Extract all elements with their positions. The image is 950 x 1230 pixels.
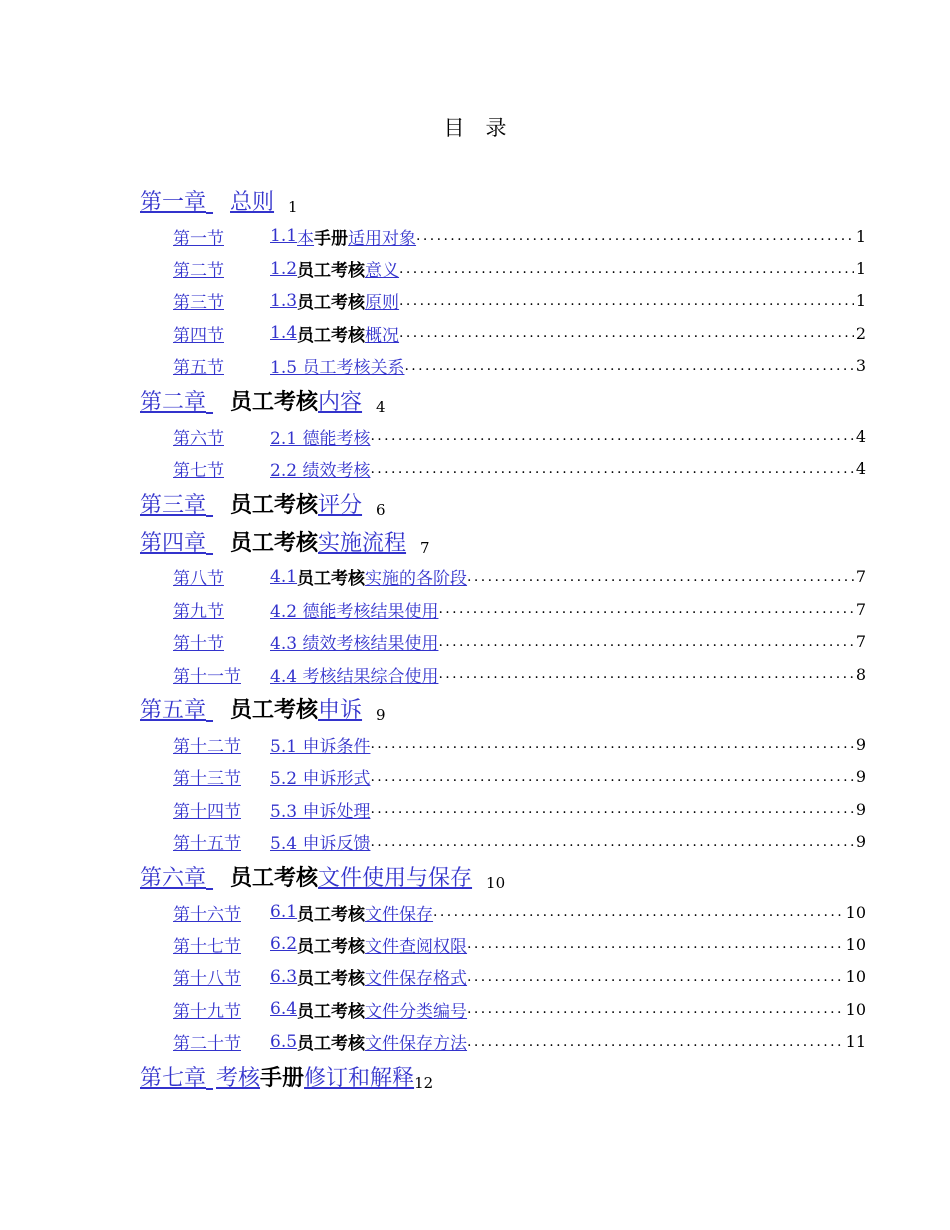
page-number: 1 — [855, 259, 866, 279]
page-number: 10 — [845, 967, 866, 987]
entry-title-link[interactable]: 文件保存方法 — [365, 1034, 468, 1055]
page-number: 10 — [486, 873, 506, 892]
entry-title-bold-text: 员工考核 — [230, 529, 319, 556]
toc-chapter-entry[interactable] — [140, 1058, 866, 1096]
toc-chapter-entry[interactable] — [140, 485, 866, 523]
toc-section-entry[interactable] — [140, 825, 866, 857]
entry-title-link[interactable]: 5.2 申诉形式 — [270, 769, 371, 790]
page-number: 7 — [855, 632, 866, 652]
page-number: 1 — [855, 226, 866, 246]
dot-leader — [370, 461, 853, 477]
section-number-link[interactable]: 第十四节 — [173, 801, 241, 822]
entry-title-bold-text: 员工考核 — [297, 1034, 366, 1055]
entry-title-link[interactable]: 4.2 德能考核结果使用 — [270, 601, 439, 622]
entry-title-bold-text: 员工考核 — [297, 936, 366, 957]
section-number-link[interactable]: 第二十节 — [173, 1034, 241, 1055]
entry-title-link[interactable]: 文件使用与保存 — [318, 865, 473, 891]
entry-title-link[interactable]: 2.1 德能考核 — [270, 428, 371, 449]
chapter-title-gap — [206, 1067, 216, 1092]
entry-title-link[interactable]: 1.3 — [270, 290, 298, 311]
entry-title-link[interactable]: 5.1 申诉条件 — [270, 736, 371, 757]
entry-title-link[interactable]: 评分 — [318, 492, 363, 518]
entry-title-link[interactable]: 总则 — [230, 190, 275, 215]
chapter-title-gap — [206, 191, 230, 216]
entry-title-link[interactable]: 申诉 — [318, 698, 363, 724]
dot-leader — [399, 325, 854, 341]
entry-title-link[interactable]: 6.5 — [270, 1031, 298, 1052]
toc-section-entry[interactable] — [140, 220, 866, 252]
dot-leader — [467, 936, 844, 952]
chapter-title-gap — [206, 867, 230, 892]
dot-leader — [438, 634, 853, 650]
toc-title: 目 录 — [443, 116, 507, 140]
section-number-link[interactable]: 第九节 — [173, 601, 224, 622]
page-number: 1 — [855, 291, 866, 311]
toc-section-entry[interactable] — [140, 896, 866, 928]
page-number: 7 — [420, 538, 430, 557]
entry-title-link[interactable]: 原则 — [365, 293, 400, 314]
dot-leader — [370, 769, 853, 785]
entry-title-link[interactable]: 1.5 员工考核关系 — [270, 358, 405, 379]
entry-title-link[interactable]: 文件保存格式 — [365, 969, 468, 990]
page-number: 9 — [855, 767, 866, 787]
entry-title-bold-text: 员工考核 — [230, 491, 319, 518]
page-number: 9 — [855, 832, 866, 852]
dot-leader — [438, 666, 853, 682]
page-number: 2 — [855, 323, 866, 343]
entry-title-link[interactable]: 6.2 — [270, 934, 298, 955]
dot-leader — [467, 969, 844, 985]
toc-section-entry[interactable] — [140, 626, 866, 658]
toc-section-entry[interactable] — [140, 993, 866, 1025]
entry-title-link[interactable]: 概况 — [365, 325, 400, 346]
dot-leader — [370, 801, 853, 817]
dot-leader — [467, 1034, 844, 1050]
entry-title-bold-text: 手册 — [314, 228, 349, 249]
page-number: 9 — [376, 706, 386, 725]
entry-title-bold-text: 员工考核 — [297, 325, 366, 346]
chapter-number-link[interactable]: 第七章 — [140, 1065, 207, 1091]
entry-title-link[interactable]: 4.1 — [270, 566, 298, 587]
dot-leader — [467, 1001, 844, 1017]
entry-title-bold-text: 员工考核 — [230, 864, 319, 891]
section-number-link[interactable]: 第十六节 — [173, 904, 241, 925]
dot-leader — [370, 736, 853, 752]
table-of-contents — [140, 182, 866, 1096]
chapter-title-gap — [206, 494, 230, 519]
toc-section-entry[interactable] — [140, 928, 866, 960]
toc-section-entry[interactable] — [140, 452, 866, 484]
page-number: 3 — [855, 356, 866, 376]
entry-title-link[interactable]: 2.2 绩效考核 — [270, 461, 371, 482]
chapter-title-gap — [206, 699, 230, 724]
entry-title-link[interactable]: 实施的各阶段 — [365, 569, 468, 590]
toc-section-entry[interactable] — [140, 961, 866, 993]
dot-leader — [433, 904, 844, 920]
entry-title-link[interactable]: 适用对象 — [348, 228, 417, 249]
entry-title-bold-text: 员工考核 — [297, 1001, 366, 1022]
entry-title-link[interactable]: 文件查阅权限 — [365, 936, 468, 957]
page-number: 10 — [845, 999, 866, 1019]
entry-title-link[interactable]: 考核 — [216, 1065, 261, 1091]
page-number: 9 — [855, 799, 866, 819]
section-number-link[interactable]: 第二节 — [173, 261, 224, 282]
section-number-link[interactable]: 第十节 — [173, 634, 224, 655]
section-number-link[interactable]: 第一节 — [173, 228, 224, 249]
page-number: 8 — [855, 664, 866, 684]
page-number: 9 — [855, 734, 866, 754]
entry-title-bold-text: 员工考核 — [297, 261, 366, 282]
page-number: 7 — [855, 567, 866, 587]
entry-title-link[interactable]: 4.3 绩效考核结果使用 — [270, 634, 439, 655]
page-number: 12 — [414, 1073, 434, 1092]
section-number-link[interactable]: 第五节 — [173, 358, 224, 379]
entry-title-link[interactable]: 内容 — [318, 389, 363, 415]
dot-leader — [467, 569, 854, 585]
chapter-title-gap — [206, 391, 230, 416]
toc-section-entry[interactable] — [140, 350, 866, 382]
entry-title-link[interactable]: 5.3 申诉处理 — [270, 801, 371, 822]
section-number-link[interactable]: 第十八节 — [173, 969, 241, 990]
toc-section-entry[interactable] — [140, 561, 866, 593]
page-number: 4 — [376, 397, 386, 416]
entry-title-link[interactable]: 1.2 — [270, 258, 298, 279]
entry-title-bold-text: 员工考核 — [297, 293, 366, 314]
entry-title-link[interactable]: 1.1 — [270, 226, 298, 247]
entry-title-link[interactable]: 1.4 — [270, 323, 298, 344]
dot-leader — [399, 261, 854, 277]
section-number-link[interactable]: 第十五节 — [173, 834, 241, 855]
toc-section-entry[interactable] — [140, 658, 866, 690]
toc-chapter-entry[interactable] — [140, 382, 866, 420]
dot-leader — [399, 293, 854, 309]
entry-title-bold-text: 员工考核 — [297, 969, 366, 990]
entry-title-bold-text: 手册 — [260, 1064, 305, 1091]
chapter-number-link[interactable]: 第四章 — [140, 530, 207, 556]
entry-title-link[interactable]: 意义 — [365, 261, 400, 282]
toc-section-entry[interactable] — [140, 285, 866, 317]
entry-title-link[interactable]: 本 — [297, 228, 315, 249]
toc-section-entry[interactable] — [140, 793, 866, 825]
entry-title-link[interactable]: 6.3 — [270, 966, 298, 987]
page-number: 1 — [288, 198, 298, 216]
toc-chapter-entry[interactable] — [140, 858, 866, 896]
toc-section-entry[interactable] — [140, 728, 866, 760]
chapter-number-link[interactable]: 第五章 — [140, 698, 207, 724]
page-number: 4 — [855, 459, 866, 479]
chapter-number-link[interactable]: 第二章 — [140, 389, 207, 415]
entry-title-link[interactable]: 6.4 — [270, 999, 298, 1020]
chapter-title-gap — [206, 532, 230, 557]
toc-chapter-entry[interactable] — [140, 523, 866, 561]
page-number: 10 — [845, 902, 866, 922]
toc-section-entry[interactable] — [140, 761, 866, 793]
toc-chapter-entry[interactable] — [140, 690, 866, 728]
entry-title-bold-text: 员工考核 — [230, 697, 319, 724]
toc-section-entry[interactable] — [140, 252, 866, 284]
section-number-link[interactable]: 第六节 — [173, 428, 224, 449]
chapter-number-link[interactable]: 第三章 — [140, 492, 207, 518]
dot-leader — [370, 834, 853, 850]
entry-title-link[interactable]: 实施流程 — [318, 530, 407, 556]
section-number-link[interactable]: 第七节 — [173, 461, 224, 482]
chapter-number-link[interactable]: 第一章 — [140, 190, 207, 215]
dot-leader — [370, 428, 853, 444]
entry-title-link[interactable]: 6.1 — [270, 902, 298, 923]
section-number-link[interactable]: 第十七节 — [173, 936, 241, 957]
dot-leader — [438, 601, 853, 617]
chapter-number-link[interactable]: 第六章 — [140, 865, 207, 891]
entry-title-bold-text: 员工考核 — [230, 388, 319, 415]
section-number-link[interactable]: 第十一节 — [173, 666, 241, 687]
section-number-link[interactable]: 第四节 — [173, 325, 224, 346]
entry-title-link[interactable]: 4.4 考核结果综合使用 — [270, 666, 439, 687]
entry-title-bold-text: 员工考核 — [297, 569, 366, 590]
toc-chapter-entry[interactable] — [140, 182, 866, 220]
section-number-link[interactable]: 第八节 — [173, 569, 224, 590]
page-number: 11 — [845, 1032, 866, 1052]
toc-section-entry[interactable] — [140, 420, 866, 452]
toc-section-entry[interactable] — [140, 593, 866, 625]
section-number-link[interactable]: 第十二节 — [173, 736, 241, 757]
toc-section-entry[interactable] — [140, 1025, 866, 1057]
toc-section-entry[interactable] — [140, 317, 866, 349]
dot-leader — [416, 228, 854, 244]
entry-title-link[interactable]: 文件保存 — [365, 904, 434, 925]
dot-leader — [404, 358, 853, 374]
page-number: 7 — [855, 599, 866, 619]
page-number: 10 — [845, 934, 866, 954]
entry-title-link[interactable]: 5.4 申诉反馈 — [270, 834, 371, 855]
section-number-link[interactable]: 第十九节 — [173, 1001, 241, 1022]
page-number: 4 — [855, 426, 866, 446]
section-number-link[interactable]: 第十三节 — [173, 769, 241, 790]
entry-title-link[interactable]: 修订和解释 — [304, 1065, 415, 1091]
section-number-link[interactable]: 第三节 — [173, 293, 224, 314]
entry-title-link[interactable]: 文件分类编号 — [365, 1001, 468, 1022]
page-number: 6 — [376, 500, 386, 519]
entry-title-bold-text: 员工考核 — [297, 904, 366, 925]
